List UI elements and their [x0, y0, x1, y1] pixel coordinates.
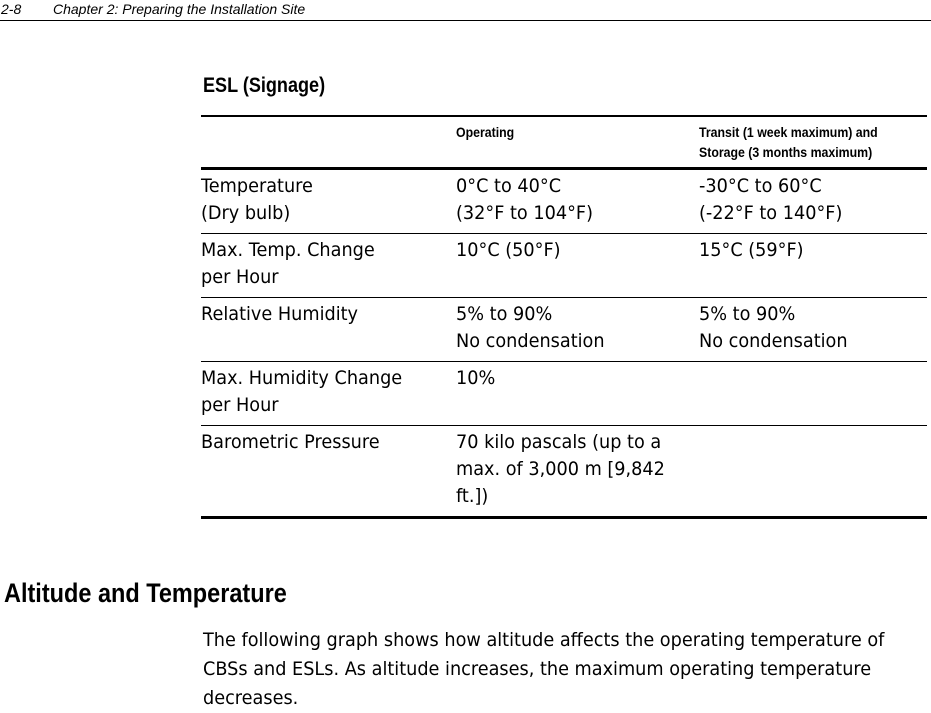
- cell-parameter: Temperature (Dry bulb): [201, 175, 313, 224]
- page-number: 2-8: [1, 1, 22, 17]
- table-row-barometric-pressure: [201, 426, 927, 518]
- header-transit: Transit (1 week maximum) and Storage (3 months maximum): [699, 124, 878, 160]
- body-paragraph: The following graph shows how altitude affects the operating temperature of CBSs and ESLs. As altitude increases, the maximum operating temperature decreases.: [203, 629, 885, 709]
- chapter-title: Chapter 2: Preparing the Installation Site: [53, 1, 306, 17]
- spec-table: [201, 115, 927, 519]
- cell-operating: 0°C to 40°C (32°F to 104°F): [456, 175, 593, 224]
- cell-transit: 15°C (59°F): [699, 239, 804, 261]
- cell-operating: 70 kilo pascals (up to a max. of 3,000 m [9,842 ft.]): [456, 431, 665, 507]
- cell-operating: 10%: [456, 367, 496, 389]
- cell-parameter: Max. Temp. Change per Hour: [201, 239, 375, 288]
- header-operating: Operating: [456, 124, 515, 140]
- table-row-relative-humidity: [201, 298, 927, 362]
- table-title: ESL (Signage): [203, 74, 326, 97]
- cell-transit: [699, 362, 927, 426]
- cell-transit: [699, 426, 927, 518]
- cell-parameter: Max. Humidity Change per Hour: [201, 367, 403, 416]
- table-row-temperature: [201, 169, 927, 234]
- cell-transit: 5% to 90% No condensation: [699, 303, 848, 352]
- cell-operating: 10°C (50°F): [456, 239, 561, 261]
- cell-parameter: Barometric Pressure: [201, 431, 380, 453]
- cell-parameter: Relative Humidity: [201, 303, 358, 325]
- header-parameter: [201, 116, 456, 169]
- page-header: [0, 0, 931, 21]
- table-row-max-humidity-change: [201, 362, 927, 426]
- cell-operating: 5% to 90% No condensation: [456, 303, 605, 352]
- cell-transit: -30°C to 60°C (-22°F to 140°F): [699, 175, 843, 224]
- table-row-max-temp-change: [201, 234, 927, 298]
- header-row: [201, 116, 927, 169]
- spec-table-header: [201, 116, 927, 169]
- spec-table-body: [201, 169, 927, 518]
- section-heading: Altitude and Temperature: [4, 578, 287, 608]
